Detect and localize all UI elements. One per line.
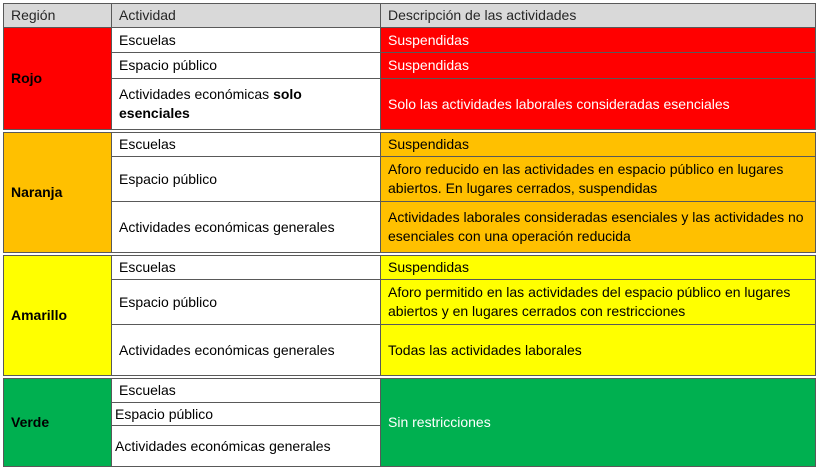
- description-cell: Suspendidas: [381, 28, 816, 53]
- activity-cell: [112, 79, 381, 130]
- activity-text: [119, 56, 217, 75]
- activity-label: Escuelas: [119, 136, 176, 152]
- activity-cell: [112, 255, 381, 280]
- activity-cell: [112, 378, 381, 403]
- activity-label: Espacio público: [119, 170, 218, 187]
- activity-emphasis: solo esenciales: [119, 86, 302, 121]
- description-cell: Suspendidas: [381, 255, 816, 280]
- activity-text: [115, 437, 331, 456]
- description-cell: Aforo reducido en las actividades en espacio público en lugares abiertos. En lugares cerrados, suspendidas: [381, 157, 816, 202]
- description-cell: Suspendidas: [381, 132, 816, 157]
- activity-label: Actividades económicas generales: [119, 341, 335, 358]
- activity-cell: [112, 426, 381, 467]
- description-cell: Solo las actividades laborales consideradas esenciales: [381, 79, 816, 130]
- activity-label: Espacio público: [119, 57, 218, 73]
- activity-label: Escuelas: [119, 382, 176, 398]
- activity-label: Escuelas: [119, 31, 176, 48]
- header-region: Región: [3, 3, 112, 28]
- activity-text: [119, 31, 176, 50]
- activity-cell: [112, 28, 381, 53]
- region-naranja: Naranja: [3, 132, 112, 253]
- region-amarillo: Amarillo: [3, 255, 112, 376]
- activity-text: [119, 170, 217, 189]
- activity-text: [119, 218, 335, 237]
- activity-cell: [112, 403, 381, 426]
- activity-text: [119, 381, 176, 400]
- header-description: Descripción de las actividades: [381, 3, 816, 28]
- activity-label: Espacio público: [115, 405, 214, 422]
- restrictions-table: [3, 3, 816, 463]
- description-cell-merged: Sin restricciones: [381, 378, 816, 467]
- region-rojo: Rojo: [3, 28, 112, 130]
- activity-text: [119, 293, 217, 312]
- activity-cell: [112, 53, 381, 79]
- activity-label: Espacio público: [119, 293, 218, 310]
- activity-text: [115, 405, 213, 424]
- activity-label: Actividades económicas generales: [115, 437, 331, 454]
- description-cell: Actividades laborales consideradas esenciales y las actividades no esenciales con una operación reducida: [381, 202, 816, 253]
- activity-text: [119, 341, 335, 360]
- activity-cell: [112, 325, 381, 376]
- activity-label: Actividades económicas generales: [119, 218, 335, 235]
- activity-cell: [112, 202, 381, 253]
- activity-text: [119, 135, 176, 154]
- activity-label: Actividades económicas: [119, 86, 270, 102]
- description-cell: Aforo permitido en las actividades del espacio público en lugares abiertos y en lugares cerrados con restricciones: [381, 280, 816, 325]
- description-cell: Todas las actividades laborales: [381, 325, 816, 376]
- header-activity: Actividad: [112, 3, 381, 28]
- description-cell: Suspendidas: [381, 53, 816, 79]
- region-verde: Verde: [3, 378, 112, 467]
- activity-cell: [112, 280, 381, 325]
- activity-label: Escuelas: [119, 259, 176, 275]
- activity-text: [119, 85, 373, 123]
- activity-cell: [112, 132, 381, 157]
- activity-cell: [112, 157, 381, 202]
- activity-text: [119, 258, 176, 277]
